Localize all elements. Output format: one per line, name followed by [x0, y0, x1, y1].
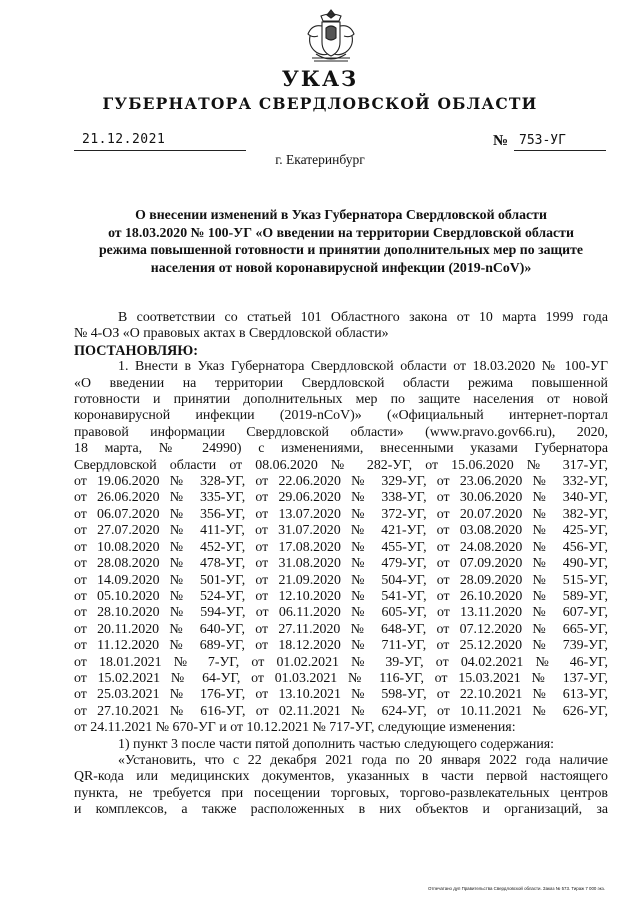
- decree-body: [74, 310, 608, 819]
- document-subtitle: ГУБЕРНАТОРА СВЕРДЛОВСКОЙ ОБЛАСТИ: [102, 94, 538, 113]
- body-line: от 11.12.2020 № 689-УГ, от 18.12.2020 № 711-УГ, от 25.12.2020 № 739-УГ,: [74, 638, 608, 654]
- body-line: от 18.01.2021 № 7-УГ, от 01.02.2021 № 39-УГ, от 04.02.2021 № 46-УГ,: [74, 654, 608, 670]
- body-line: от 05.10.2020 № 524-УГ, от 12.10.2020 № 541-УГ, от 26.10.2020 № 589-УГ,: [74, 588, 608, 604]
- body-line: от 28.08.2020 № 478-УГ, от 31.08.2020 № 479-УГ, от 07.09.2020 № 490-УГ,: [74, 556, 608, 572]
- body-line: коронавирусной инфекции (2019-nCoV)» («Официальный интернет-портал: [74, 408, 608, 424]
- number-sign: №: [493, 133, 509, 149]
- body-line: от 27.07.2020 № 411-УГ, от 31.07.2020 № 421-УГ, от 03.08.2020 № 425-УГ,: [74, 523, 608, 539]
- body-line: от 26.06.2020 № 335-УГ, от 29.06.2020 № 338-УГ, от 30.06.2020 № 340-УГ,: [74, 490, 608, 506]
- document-title: УКАЗ: [281, 66, 359, 91]
- body-line: и комплексов, а также расположенных в них объектов и организаций, за: [74, 802, 608, 818]
- date-underline: [74, 150, 246, 151]
- coat-of-arms-emblem: [302, 6, 360, 66]
- subject-line: режима повышенной готовности и принятии дополнительных мер по защите: [98, 242, 584, 258]
- body-line: от 25.03.2021 № 176-УГ, от 13.10.2021 № 598-УГ, от 22.10.2021 № 613-УГ,: [74, 687, 608, 703]
- body-line: 18 марта, № 24990) с изменениями, внесенными указами Губернатора: [74, 441, 608, 457]
- subject-line: О внесении изменений в Указ Губернатора Свердловской области: [135, 207, 547, 222]
- print-note: Отпечатано дуп Правительства Свердловской области. Заказ № 573. Тираж 7 000 экз.: [428, 886, 605, 891]
- body-line: от 20.11.2020 № 640-УГ, от 27.11.2020 № 648-УГ, от 07.12.2020 № 665-УГ,: [74, 621, 608, 637]
- subject-line: от 18.03.2020 № 100-УГ «О введении на территории Свердловской области: [108, 224, 574, 240]
- body-line: от 06.07.2020 № 356-УГ, от 13.07.2020 № 372-УГ, от 20.07.2020 № 382-УГ,: [74, 506, 608, 522]
- body-line: готовности и принятии дополнительных мер по защите населения от новой: [74, 392, 608, 408]
- body-line: В соответствии со статьей 101 Областного закона от 10 марта 1999 года: [118, 310, 608, 325]
- body-line: от 10.08.2020 № 452-УГ, от 17.08.2020 № 455-УГ, от 24.08.2020 № 456-УГ,: [74, 539, 608, 555]
- decree-date: 21.12.2021: [82, 132, 166, 147]
- subject-line: населения от новой коронавирусной инфекции (2019-nCoV)»: [150, 260, 532, 276]
- body-line: «О введении на территории Свердловской области режима повышенной: [74, 375, 608, 391]
- city: г. Екатеринбург: [275, 152, 365, 167]
- body-line: от 27.10.2021 № 616-УГ, от 02.11.2021 № 624-УГ, от 10.11.2021 № 626-УГ,: [74, 703, 608, 719]
- body-line: от 14.09.2020 № 501-УГ, от 21.09.2020 № 504-УГ, от 28.09.2020 № 515-УГ,: [74, 572, 608, 588]
- body-line: QR-кода или медицинских документов, указанных в части первой настоящего: [74, 769, 608, 785]
- decree-subject: [56, 206, 626, 277]
- body-line: от 28.10.2020 № 594-УГ, от 06.11.2020 № 605-УГ, от 13.11.2020 № 607-УГ,: [74, 605, 608, 621]
- number-underline: [514, 150, 606, 151]
- body-line: от 24.11.2021 № 670-УГ и от 10.12.2021 № 717-УГ, следующие изменения:: [74, 720, 516, 736]
- body-line: 1) пункт 3 после части пятой дополнить частью следующего содержания:: [118, 736, 555, 752]
- body-line: Свердловской области от 08.06.2020 № 282-УГ, от 15.06.2020 № 317-УГ,: [74, 457, 608, 473]
- body-line: № 4-ОЗ «О правовых актах в Свердловской области»: [74, 326, 389, 342]
- decree-keyword: ПОСТАНОВЛЯЮ:: [74, 342, 199, 359]
- body-line: пункта, не требуется при посещении торговых, торгово-развлекательных центров: [74, 785, 608, 801]
- body-line: правовой информации Свердловской области» (www.pravo.gov66.ru), 2020,: [74, 424, 608, 440]
- decree-number: 753-УГ: [519, 133, 566, 148]
- body-line: от 15.02.2021 № 64-УГ, от 01.03.2021 № 116-УГ, от 15.03.2021 № 137-УГ,: [74, 670, 608, 686]
- body-line: «Установить, что с 22 декабря 2021 года по 20 января 2022 года наличие: [118, 752, 608, 768]
- body-line: 1. Внести в Указ Губернатора Свердловской области от 18.03.2020 № 100-УГ: [118, 359, 608, 375]
- body-line: от 19.06.2020 № 328-УГ, от 22.06.2020 № 329-УГ, от 23.06.2020 № 332-УГ,: [74, 474, 608, 490]
